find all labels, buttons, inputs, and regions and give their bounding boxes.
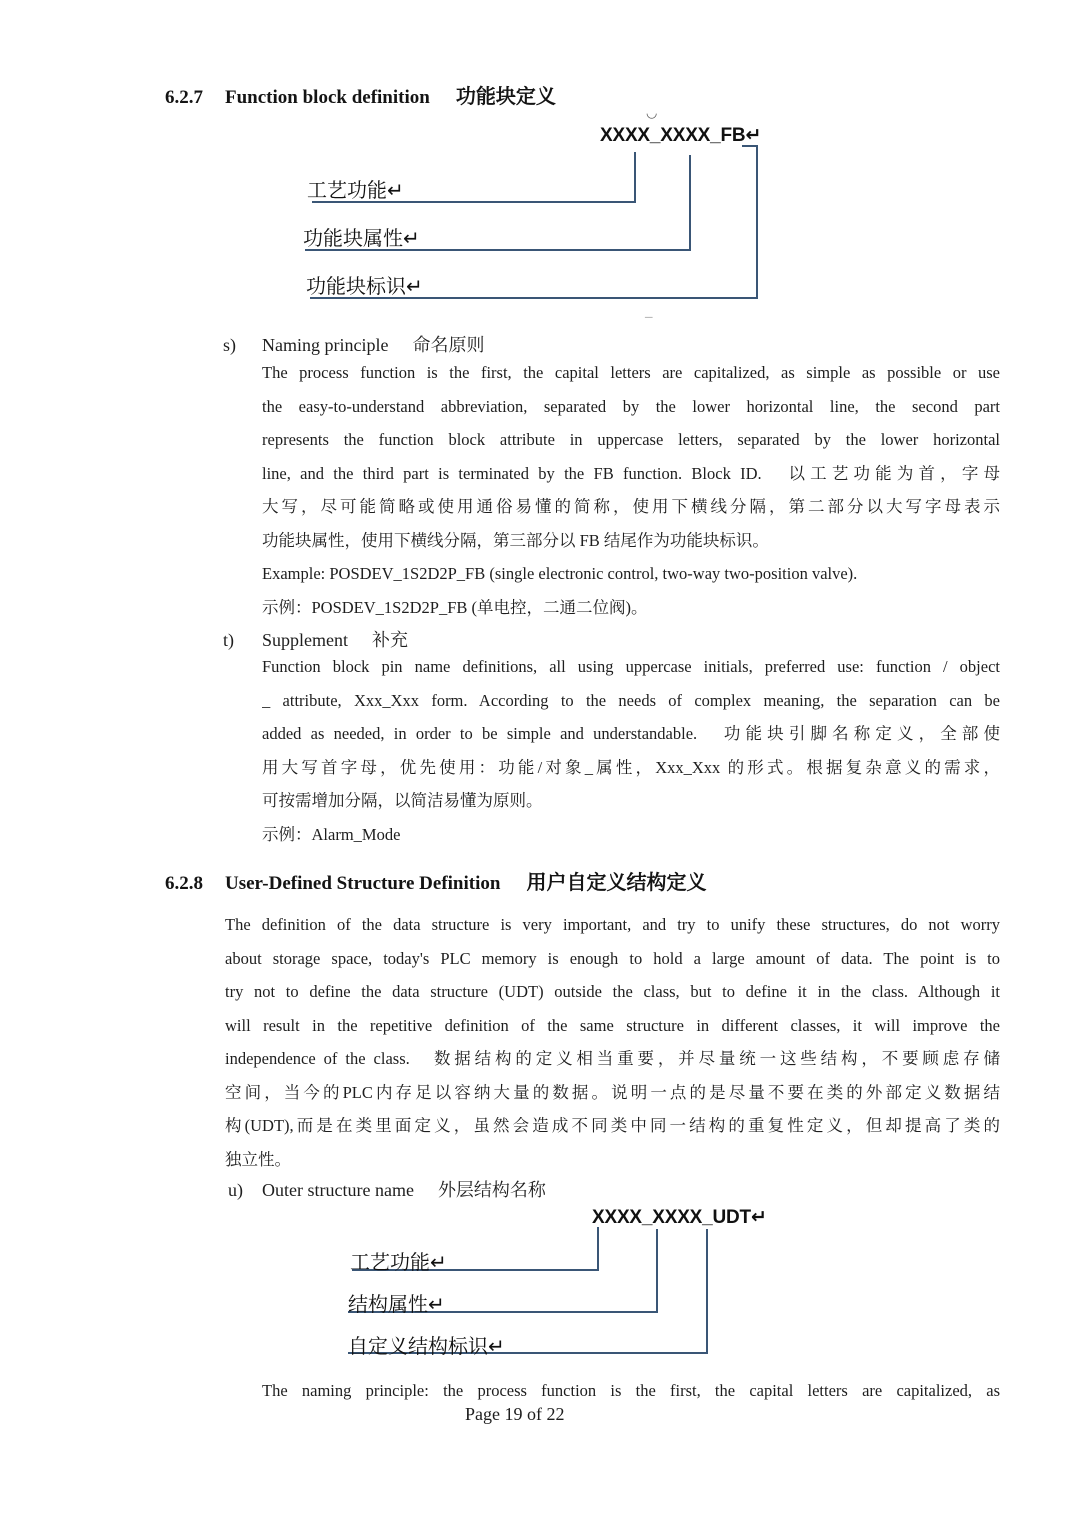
paragraph-line: about storage space, today's PLC memory is enough to hold a large amount of data. The point is to bbox=[225, 948, 1000, 968]
example-line: Example: POSDEV_1S2D2P_FB (single electronic control, two-way two-position valve). bbox=[262, 564, 858, 583]
paragraph-line: independence of the class. 数据结构的定义相当重要，并尽量统一这些结构，不要顾虑存储 bbox=[225, 1049, 1000, 1068]
paragraph-line: represents the function block attribute in uppercase letters, separated by the lower horizontal bbox=[262, 430, 1000, 449]
example-line-zh: 示例：POSDEV_1S2D2P_FB (单电控，二通二位阀)。 bbox=[262, 597, 648, 617]
section-628-title-en: User-Defined Structure Definition bbox=[225, 873, 501, 894]
paragraph-line: will result in the repetitive definition of the same structure in different classes, it will improve the bbox=[225, 1015, 1000, 1035]
list-item-t-title-zh: 补充 bbox=[372, 630, 408, 650]
paragraph-line: _ attribute, Xxx_Xxx form. According to the needs of complex meaning, the separation can be bbox=[262, 690, 1000, 710]
closing-paragraph bbox=[262, 1374, 1000, 1408]
paragraph-line: 空间，当今的PLC内存足以容纳大量的数据。说明一点的是尽量不要在类的外部定义数据结 bbox=[225, 1082, 1000, 1102]
section-heading-628 bbox=[165, 866, 706, 895]
list-item-s-title-zh: 命名原则 bbox=[412, 335, 485, 355]
supplement-paragraph bbox=[262, 650, 1000, 851]
list-item-u-title-en: Outer structure name bbox=[262, 1180, 414, 1200]
list-item-t-marker: t) bbox=[223, 630, 234, 650]
paragraph-line: The process function is the first, the capital letters are capitalized, as simple as possible or use bbox=[262, 363, 1000, 382]
list-item-t-heading bbox=[223, 626, 408, 652]
fb-label-block-attribute: 功能块属性↵ bbox=[303, 228, 420, 250]
list-item-s-marker: s) bbox=[223, 335, 236, 355]
paragraph-line: added as needed, in order to be simple and understandable. 功能块引脚名称定义，全部使 bbox=[262, 724, 1000, 743]
list-item-u-heading bbox=[228, 1176, 546, 1202]
paragraph-line: 用大写首字母，优先使用：功能/对象_属性，Xxx_Xxx 的形式。根据复杂意义的需求， bbox=[262, 757, 1000, 777]
paragraph-line: line, and the third part is terminated by the FB function. Block ID. 以工艺功能为首，字母 bbox=[262, 463, 1000, 483]
paragraph-line: the easy-to-understand abbreviation, separated by the lower horizontal line, the second part bbox=[262, 396, 1000, 416]
udt-label-process-function: 工艺功能↵ bbox=[350, 1252, 447, 1274]
section-627-number: 6.2.7 bbox=[165, 87, 203, 108]
naming-principle-paragraph bbox=[262, 356, 1000, 624]
list-item-t-title-en: Supplement bbox=[262, 630, 348, 650]
stray-dash-mark: – bbox=[645, 309, 653, 325]
list-item-s-title-en: Naming principle bbox=[262, 335, 389, 355]
structure-definition-paragraph bbox=[225, 908, 1000, 1176]
paragraph-line: 可按需增加分隔，以简洁易懂为原则。 bbox=[262, 791, 543, 810]
example-line: 示例：Alarm_Mode bbox=[262, 824, 401, 844]
paragraph-line: 独立性。 bbox=[225, 1149, 291, 1169]
udt-label-structure-attribute: 结构属性↵ bbox=[348, 1294, 445, 1316]
paragraph-line: 大写，尽可能简略或使用通俗易懂的简称，使用下横线分隔，第二部分以大写字母表示 bbox=[262, 497, 1000, 516]
fb-label-process-function: 工艺功能↵ bbox=[307, 180, 404, 202]
section-628-number: 6.2.8 bbox=[165, 873, 203, 894]
list-item-u-marker: u) bbox=[228, 1180, 243, 1200]
list-item-u-title-zh: 外层结构名称 bbox=[437, 1180, 546, 1200]
paragraph-line: The definition of the data structure is very important, and try to unify these structures, do not worry bbox=[225, 915, 1000, 934]
fb-label-block-id: 功能块标识↵ bbox=[306, 276, 423, 298]
section-heading-627 bbox=[165, 80, 556, 109]
stray-breve-mark: ◡ bbox=[646, 105, 658, 120]
udt-name-pattern: XXXX_XXXX_UDT↵ bbox=[592, 1207, 767, 1228]
page-number-footer: Page 19 of 22 bbox=[465, 1404, 565, 1424]
list-item-s-heading bbox=[223, 331, 484, 357]
paragraph-line: 功能块属性，使用下横线分隔，第三部分以 FB 结尾作为功能块标识。 bbox=[262, 530, 769, 550]
paragraph-line: The naming principle: the process function is the first, the capital letters are capitalized, as bbox=[262, 1381, 1000, 1400]
paragraph-line: try not to define the data structure (UDT) outside the class, but to define it in the class. Although it bbox=[225, 982, 1000, 1001]
section-628-title-zh: 用户自定义结构定义 bbox=[526, 872, 707, 894]
paragraph-line: 构(UDT),而是在类里面定义，虽然会造成不同类中同一结构的重复性定义，但却提高了类的 bbox=[225, 1116, 1000, 1135]
paragraph-line: Function block pin name definitions, all using uppercase initials, preferred use: function / object bbox=[262, 657, 1000, 676]
section-627-title-zh: 功能块定义 bbox=[455, 86, 556, 108]
udt-label-structure-id: 自定义结构标识↵ bbox=[348, 1336, 505, 1358]
fb-name-pattern: XXXX_XXXX_FB↵ bbox=[600, 125, 762, 146]
section-627-title-en: Function block definition bbox=[225, 87, 430, 108]
